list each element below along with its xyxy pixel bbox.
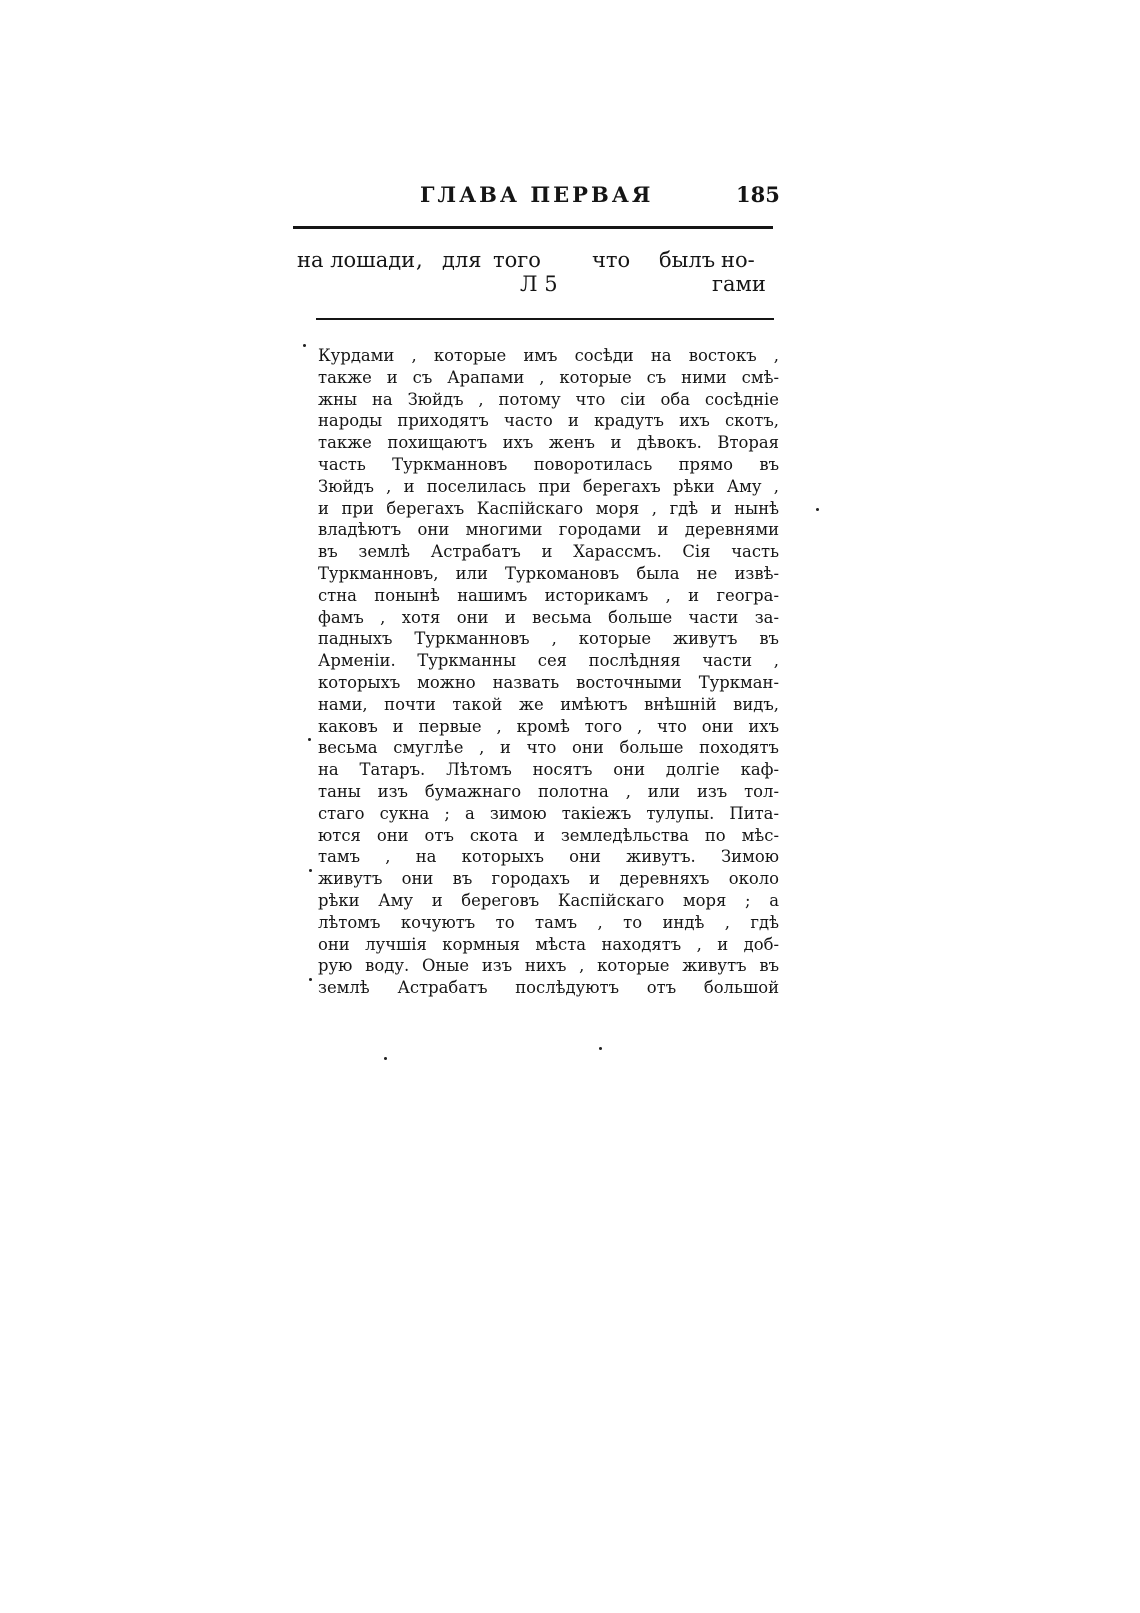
ink-speck [816, 508, 819, 511]
catchword-end: гами [712, 272, 766, 296]
text-line: землѣ Астрабатъ послѣдуютъ отъ большой [318, 978, 779, 998]
text-line: фамъ , хотя они и весьма больше части за- [318, 607, 779, 627]
text-line: ются они отъ скота и земледѣльства по мѣс- [318, 825, 779, 845]
catchword-comma: , [416, 248, 423, 272]
catchword-text: но- [721, 248, 755, 272]
text-line: Арменіи. Туркманны сея послѣдняя части , [318, 651, 779, 671]
text-line: каковъ и первые , кромѣ того , что они ихъ [318, 716, 779, 736]
text-line: которыхъ можно назвать восточными Туркман- [318, 672, 779, 692]
text-line: тамъ , на которыхъ они живутъ. Зимою [318, 847, 779, 867]
text-line: падныхъ Туркманновъ , которые живутъ въ [318, 629, 779, 649]
ink-speck [309, 869, 312, 872]
text-line: также похищаютъ ихъ женъ и дѣвокъ. Вторая [318, 433, 779, 453]
catchword-text: для [442, 248, 482, 272]
catchword-text: что [592, 248, 631, 272]
header-rule [293, 226, 773, 229]
text-line: часть Туркманновъ поворотилась прямо въ [318, 454, 779, 474]
text-line: на Татаръ. Лѣтомъ носятъ они долгіе каф- [318, 760, 779, 780]
signature-mark: Л 5 [520, 272, 558, 296]
ink-speck [599, 1047, 602, 1050]
page-number: 185 [736, 182, 780, 207]
text-line: нами, почти такой же имѣютъ внѣшній видъ, [318, 694, 779, 714]
text-line: Курдами , которые имъ сосѣди на востокъ , [318, 346, 779, 365]
text-line: стаго сукна ; а зимою такіежъ тулупы. Пита- [318, 803, 779, 823]
text-line: лѣтомъ кочуютъ то тамъ , то индѣ , гдѣ [318, 912, 779, 932]
text-line: весьма смуглѣе , и что они больше походятъ [318, 738, 779, 758]
ink-speck [309, 978, 312, 981]
text-line: Туркманновъ, или Туркомановъ была не извѣ- [318, 563, 779, 583]
text-line: владѣютъ они многими городами и деревнями [318, 520, 779, 540]
text-line: народы приходятъ часто и крадутъ ихъ скотъ, [318, 411, 779, 431]
text-line: живутъ они въ городахъ и деревняхъ около [318, 869, 779, 889]
catchword-text: на лошади [297, 248, 416, 272]
text-line: они лучшія кормныя мѣста находятъ , и доб- [318, 934, 779, 954]
text-line: таны изъ бумажнаго полотна , или изъ тол- [318, 781, 779, 801]
text-line: стна понынѣ нашимъ историкамъ , и геогра- [318, 585, 779, 605]
ink-speck [308, 738, 311, 741]
text-line: также и съ Арапами , которые съ ними смѣ- [318, 367, 779, 387]
catchword-text: того [493, 248, 541, 272]
section-rule [316, 318, 774, 320]
text-line: Зюйдъ , и поселилась при берегахъ рѣки Аму , [318, 476, 779, 496]
running-title: ГЛАВА ПЕРВАЯ [420, 182, 654, 207]
body-text [318, 345, 779, 999]
text-line: рую воду. Оные изъ нихъ , которые живутъ въ [318, 956, 779, 976]
text-line: и при берегахъ Каспійскаго моря , гдѣ и нынѣ [318, 498, 779, 518]
text-line: въ землѣ Астрабатъ и Харассмъ. Сія часть [318, 542, 779, 562]
text-line: жны на Зюйдъ , потому что сіи оба сосѣдніе [318, 389, 779, 409]
catchword-text: былъ [659, 248, 716, 272]
ink-speck [303, 344, 306, 347]
text-line: рѣки Аму и береговъ Каспійскаго моря ; а [318, 890, 779, 910]
ink-speck [384, 1057, 387, 1060]
